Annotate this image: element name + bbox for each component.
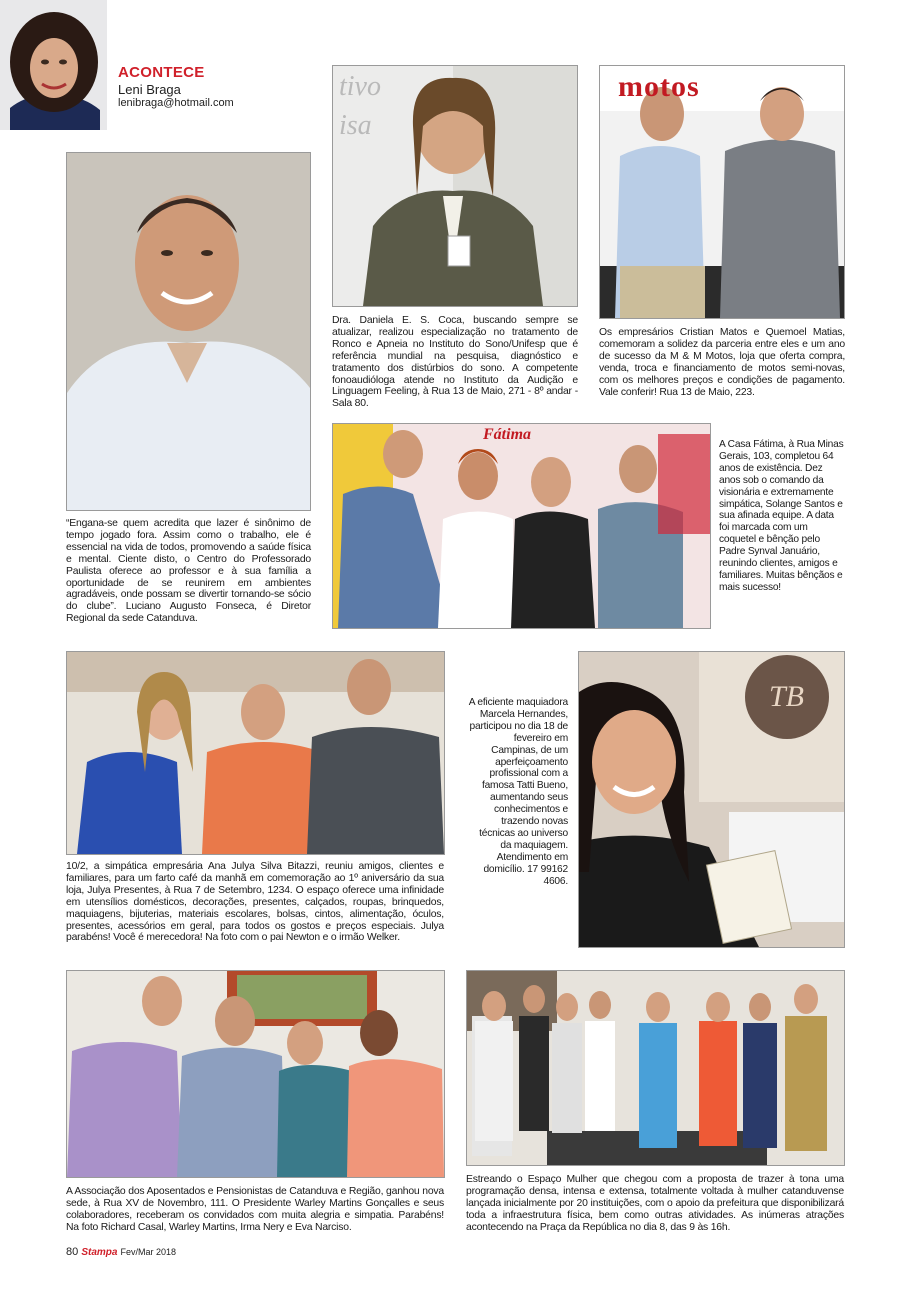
photo-daniela	[332, 65, 578, 307]
caption-espaco-mulher: Estreando o Espaço Mulher que chegou com a proposta de trazer à tona uma programação densa, intensa e extensa, totalmente voltada à mulher catanduvense lançada inicialmente por 20 instituições, com o apoio da prefeitura que disponibilizará toda a infraestrutura física, bem como outras atividades. As inúmeras atrações acontecendo na Praça da República no dia 8, das 9 às 16h.	[466, 1174, 844, 1233]
caption-daniela: Dra. Daniela E. S. Coca, buscando sempre se atualizar, realizou especialização no tratamento de Ronco e Apneia no Instituto do Sono/Unifesp que é referência mundial na pesquisa, diagnóstico e tratamento dos distúrbios do sono. A competente fonoaudióloga atende no Instituto da Audição e Linguagem Feeling, à Rua 13 de Maio, 271 - 8º andar -Sala 80.	[332, 315, 578, 410]
photo-espaco-mulher	[466, 970, 845, 1166]
wall-text-vivo: tivo	[339, 71, 381, 102]
page-number: 80	[66, 1246, 79, 1258]
sign-motos: motos	[618, 70, 700, 103]
sign-fatima: Fátima	[483, 426, 532, 443]
caption-julya: 10/2, a simpática empresária Ana Julya Silva Bitazzi, reuniu amigos, clientes e familiares, para um farto café da manhã em comemoração ao 1º aniversário da sua loja, Julya Presentes, à Rua 7 de Setembro, 1234. O espaço oferece uma infinidade em utensílios domésticos, decorações, presentes, calçados, roupas, brinquedos, maquiagens, bijuterias, materiais escolares, bolsas, cintos, alimentação, óculos, presentes, acessórios em geral, para todos os gostos e preços especiais. Julya parabéns! Você é merecedora! Na foto com o pai Newton e o irmão Welker.	[66, 861, 444, 944]
wall-text-isa: isa	[339, 110, 372, 141]
photo-motos	[599, 65, 845, 319]
caption-aposentados: A Associação dos Aposentados e Pensionistas de Catanduva e Região, ganhou nova sede, à Rua XV de Novembro, 111. O Presidente Warley Martins Gonçalles e seus colaboradores, receberam os convidados com muita alegria e simpatia. Parabéns! Na foto Richard Casal, Warley Martins, Irma Nery e Eva Narciso.	[66, 1186, 444, 1233]
author-name: Leni Braga	[118, 82, 181, 97]
magazine-brand: Stampa	[81, 1247, 118, 1258]
caption-fatima: A Casa Fátima, à Rua Minas Gerais, 103, completou 64 anos de existência. Dez anos sob o comando da visionária e extremamente simpática, Solange Santos e sua afinada equipe. A data foi marcada com um coquetel e bênção pelo Padre Synval Januário, reunindo clientes, amigos e familiares. Muitas bênçãos e mais sucesso!	[719, 439, 844, 593]
page-footer	[66, 1246, 176, 1258]
author-photo	[0, 0, 107, 130]
logo-tb: TB	[769, 680, 805, 713]
photo-luciano	[66, 152, 311, 511]
caption-motos: Os empresários Cristian Matos e Quemoel Matias, comemoram a solidez da parceria entre eles e um ano de sucesso da M & M Motos, loja que oferta compra, venda, troca e financiamento de motos semi-novas, com os melhores preços e condições de pagamento. Vale conferir! Rua 13 de Maio, 223.	[599, 327, 845, 398]
author-email[interactable]: lenibraga@hotmail.com	[118, 97, 234, 109]
photo-fatima	[332, 423, 711, 629]
photo-aposentados	[66, 970, 445, 1178]
photo-julya	[66, 651, 445, 855]
photo-marcela	[578, 651, 845, 948]
caption-marcela: A eficiente maquiadora Marcela Hernandes, participou no dia 18 de fevereiro em Campinas, de um aperfeiçoamento profissional com a famosa Tatti Bueno, aumentando seus conhecimentos e trazendo novas técnicas ao universo da maquiagem. Atendimento em domicílio. 17 99162 4606.	[468, 697, 568, 887]
issue-date: Fev/Mar 2018	[120, 1247, 177, 1257]
section-title: ACONTECE	[118, 64, 205, 81]
caption-luciano: “Engana-se quem acredita que lazer é sinônimo de tempo jogado fora. Assim como o trabalho, ele é essencial na vida de todos, promovendo a saúde física e mental. Ciente disto, o Centro do Professorado Paulista oferece ao professor e à sua família a oportunidade de se reunirem em ambientes agradáveis, onde possam se divertir tornando-se sócio do clube”. Luciano Augusto Fonseca, é Diretor Regional da sede Catanduva.	[66, 518, 311, 625]
